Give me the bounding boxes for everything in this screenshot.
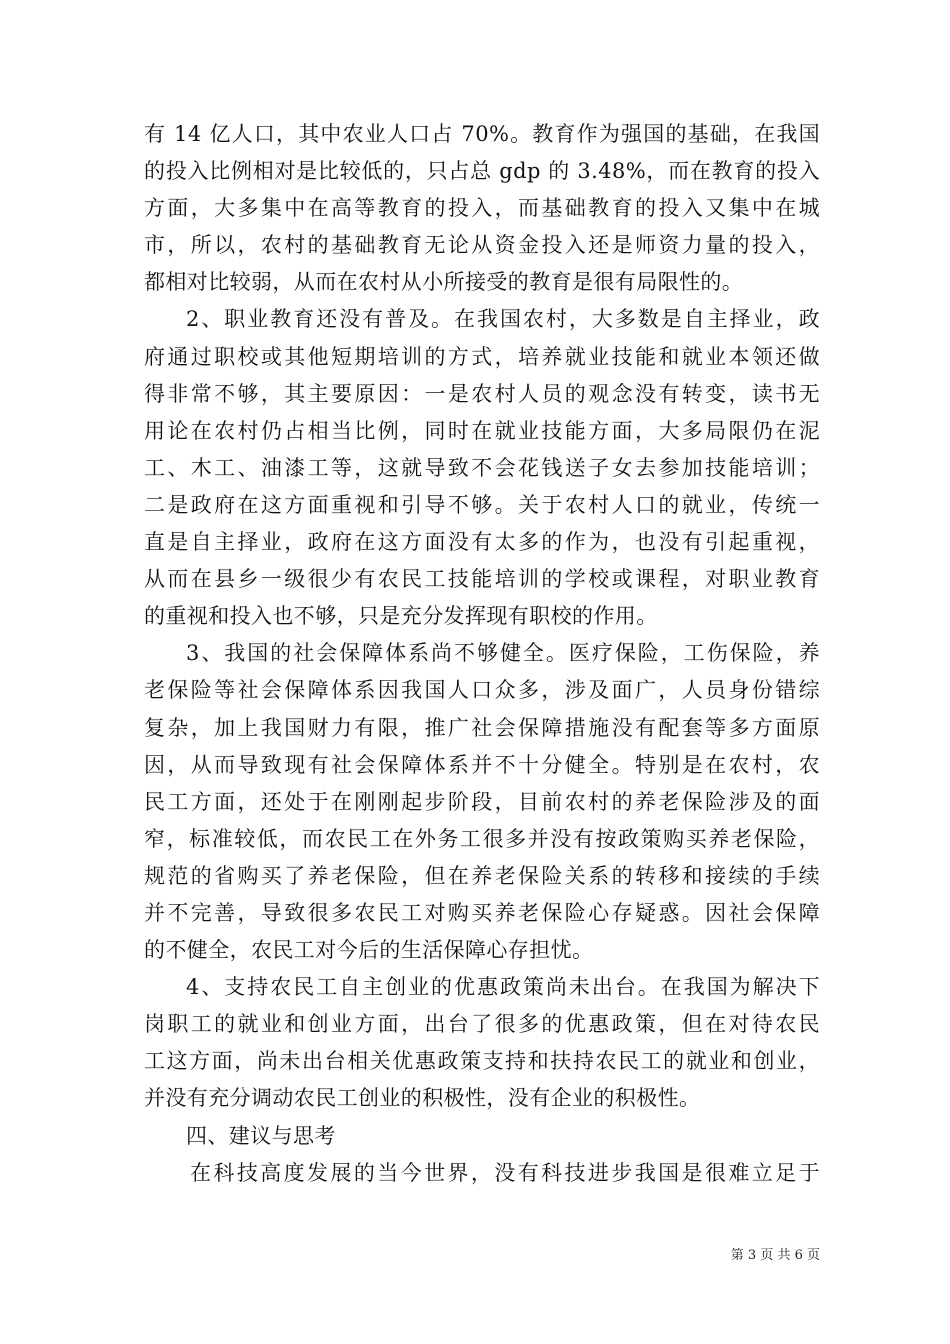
text-line: 民工方面，还处于在刚刚起步阶段，目前农村的养老保险涉及的面 bbox=[144, 789, 820, 814]
text-line: 从而在县乡一级很少有农民工技能培训的学校或课程，对职业教育 bbox=[144, 567, 820, 592]
text-line: 并不完善，导致很多农民工对购买养老保险心存疑惑。因社会保障 bbox=[144, 900, 820, 925]
text-line: 并没有充分调动农民工创业的积极性，没有企业的积极性。 bbox=[144, 1086, 701, 1111]
text-line: 的不健全，农民工对今后的生活保障心存担忧。 bbox=[144, 938, 594, 963]
text-line: 方面，大多集中在高等教育的投入，而基础教育的投入又集中在城 bbox=[144, 196, 820, 221]
text-line: 复杂，加上我国财力有限，推广社会保障措施没有配套等多方面原 bbox=[144, 715, 820, 740]
paragraph-4-start: 4、支持农民工自主创业的优惠政策尚未出台。在我国为解决下 bbox=[186, 975, 820, 1000]
text-line: 老保险等社会保障体系因我国人口众多，涉及面广，人员身份错综 bbox=[144, 678, 820, 703]
document-body bbox=[144, 116, 820, 1192]
text-line: 市，所以，农村的基础教育无论从资金投入还是师资力量的投入， bbox=[144, 233, 820, 258]
text-line: 因，从而导致现有社会保障体系并不十分健全。特别是在农村，农 bbox=[144, 752, 820, 777]
text-line: 二是政府在这方面重视和引导不够。关于农村人口的就业，传统一 bbox=[144, 492, 820, 517]
text-line: 的重视和投入也不够，只是充分发挥现有职校的作用。 bbox=[144, 604, 658, 629]
text-line: 工、木工、油漆工等，这就导致不会花钱送子女去参加技能培训； bbox=[144, 455, 820, 480]
text-line: 的投入比例相对是比较低的，只占总 gdp 的 3.48%，而在教育的投入 bbox=[144, 159, 820, 184]
paragraph-3-start: 3、我国的社会保障体系尚不够健全。医疗保险，工伤保险，养 bbox=[186, 641, 820, 666]
text-line: 用论在农村仍占相当比例，同时在就业技能方面，大多局限仍在泥 bbox=[144, 418, 820, 443]
text-line: 都相对比较弱，从而在农村从小所接受的教育是很有局限性的。 bbox=[144, 270, 744, 295]
text-line: 直是自主择业，政府在这方面没有太多的作为，也没有引起重视， bbox=[144, 530, 820, 555]
text-line: 府通过职校或其他短期培训的方式，培养就业技能和就业本领还做 bbox=[144, 344, 820, 369]
page-number: 第 3 页 共 6 页 bbox=[730, 1248, 820, 1263]
text-line: 窄，标准较低，而农民工在外务工很多并没有按政策购买养老保险， bbox=[144, 826, 820, 851]
paragraph-2-start: 2、职业教育还没有普及。在我国农村，大多数是自主择业，政 bbox=[186, 307, 820, 332]
text-line: 有 14 亿人口，其中农业人口占 70%。教育作为强国的基础，在我国 bbox=[144, 122, 820, 146]
text-line: 岗职工的就业和创业方面，出台了很多的优惠政策，但在对待农民 bbox=[144, 1012, 820, 1037]
text-line: 规范的省购买了养老保险，但在养老保险关系的转移和接续的手续 bbox=[144, 863, 820, 888]
paragraph-5-start: 在科技高度发展的当今世界，没有科技进步我国是很难立足于 bbox=[190, 1160, 820, 1185]
text-line: 工这方面，尚未出台相关优惠政策支持和扶持农民工的就业和创业， bbox=[144, 1049, 820, 1074]
section-heading: 四、建议与思考 bbox=[186, 1123, 336, 1148]
text-line: 得非常不够，其主要原因：一是农村人员的观念没有转变，读书无 bbox=[144, 381, 820, 406]
